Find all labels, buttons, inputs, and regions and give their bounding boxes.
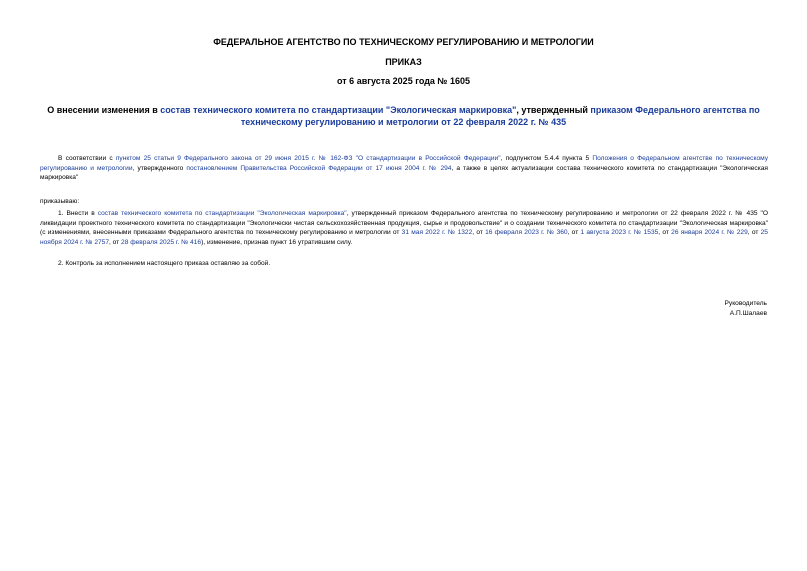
p1-text-7: , от bbox=[109, 238, 122, 246]
p1-text-4: , от bbox=[567, 229, 581, 236]
signature-block bbox=[725, 299, 767, 319]
link-order-2757[interactable]: 25 ноября 2024 г. № 2757 bbox=[40, 229, 768, 246]
link-agency-regulation[interactable]: Положения о Федеральном агентстве по техническому регулированию и метрологии bbox=[40, 155, 769, 172]
link-committee-composition[interactable]: состав технического комитета по стандартизации "Экологическая маркировка" bbox=[160, 105, 517, 115]
p1-text-5: , от bbox=[658, 229, 672, 236]
document-type: ПРИКАЗ bbox=[385, 57, 422, 67]
signature-name: А.П.Шалаев bbox=[729, 310, 767, 317]
agency-name: ФЕДЕРАЛЬНОЕ АГЕНТСТВО ПО ТЕХНИЧЕСКОМУ РЕГУЛИРОВАНИЮ И МЕТРОЛОГИИ bbox=[213, 37, 594, 47]
link-order-416[interactable]: 28 февраля 2025 г. № 416 bbox=[121, 238, 202, 246]
preamble-paragraph bbox=[40, 154, 768, 183]
link-order-360[interactable]: 16 февраля 2023 г. № 360 bbox=[485, 229, 568, 236]
link-government-decree[interactable]: постановлением Правительства Российской Федерации от 17 июня 2004 г. № 294 bbox=[186, 164, 452, 172]
document-title bbox=[40, 104, 767, 128]
paragraph-2: 2. Контроль за исполнением настоящего приказа оставляю за собой. bbox=[58, 260, 271, 267]
link-order-229[interactable]: 26 января 2024 г. № 229 bbox=[671, 229, 748, 236]
preamble-text-1: В соответствии с bbox=[58, 155, 116, 162]
signature-role: Руководитель bbox=[724, 300, 767, 307]
link-committee-composition-p1[interactable]: состав технического комитета по стандартизации "Экологическая маркировка" bbox=[97, 210, 347, 217]
p1-text-2: , утвержденный приказом Федерального агентства по техническому регулированию и метрологии от 22 февраля 2022 г. № 435 "О ликвидации проектного технического комитета по стандартизации "Экологически чистая сельскохозяйственная продукция, сырье и продовольствие" и о создании технического комитета по стандартизации "Экологическая маркировка" (с изменениями, внесенными приказами Федерального агентства по техническому регулированию и метрологии от bbox=[40, 210, 768, 236]
p1-text-8: ), изменение, признав пункт 16 утратившим силу. bbox=[201, 238, 353, 246]
p1-text-1: 1. Внести в bbox=[58, 210, 98, 217]
paragraph-1 bbox=[40, 209, 768, 247]
link-order-1535[interactable]: 1 августа 2023 г. № 1535 bbox=[580, 229, 659, 236]
link-federal-law[interactable]: пунктом 25 статьи 9 Федерального закона от 29 июня 2015 г. № 162-ФЗ "О стандартизации в Российской Федерации" bbox=[115, 155, 501, 162]
title-text-2: , утвержденный bbox=[516, 105, 591, 115]
preamble-text-3: , утвержденного bbox=[132, 164, 187, 172]
p1-text-6: , от bbox=[747, 229, 761, 236]
preamble-text-4: , а также в целях актуализации состава технического комитета по стандартизации "Экологическая маркировка" bbox=[40, 164, 768, 181]
p1-text-3: , от bbox=[472, 229, 486, 236]
orders-word: приказываю: bbox=[40, 198, 80, 205]
link-order-1322[interactable]: 31 мая 2022 г. № 1322 bbox=[401, 229, 473, 236]
link-order-435[interactable]: приказом Федерального агентства по техническому регулированию и метрологии от 22 февраля 2022 г. № 435 bbox=[240, 105, 760, 127]
document-date-number: от 6 августа 2025 года № 1605 bbox=[337, 76, 470, 86]
title-text-1: О внесении изменения в bbox=[47, 105, 161, 115]
preamble-text-2: , подпунктом 5.4.4 пункта 5 bbox=[500, 155, 593, 162]
